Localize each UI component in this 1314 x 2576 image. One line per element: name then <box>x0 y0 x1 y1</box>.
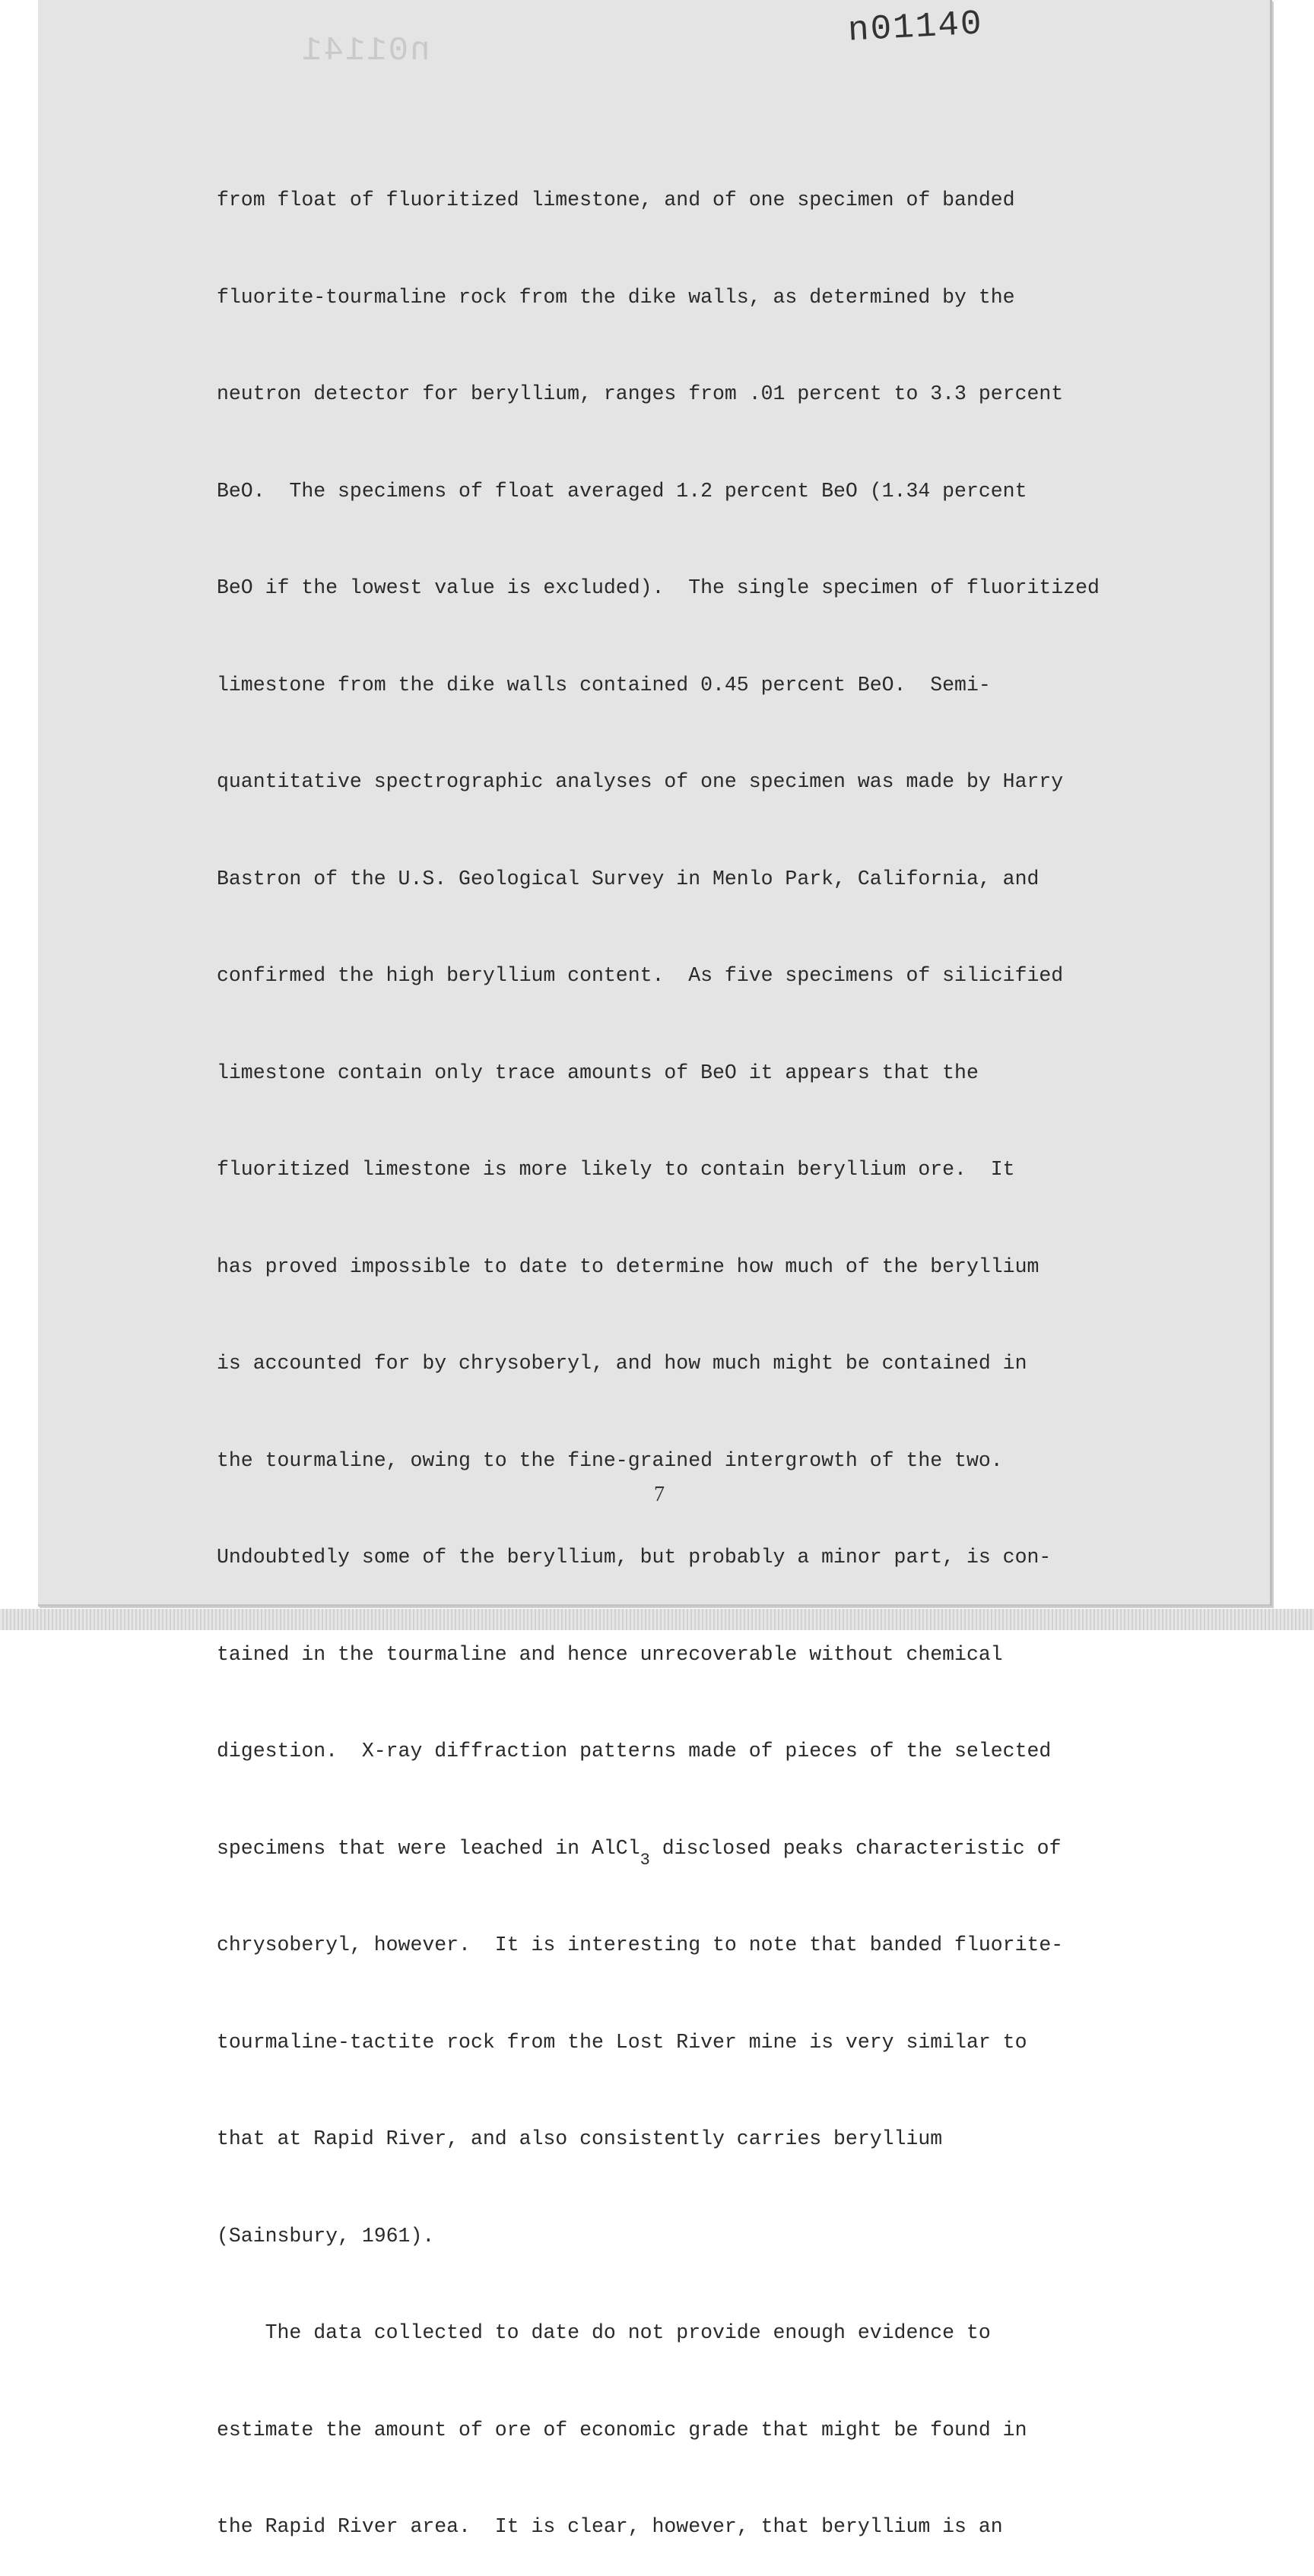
text-line: BeO. The specimens of float averaged 1.2 percent BeO (1.34 percent <box>217 479 1027 503</box>
text-line: limestone contain only trace amounts of BeO it appears that the <box>217 1061 979 1084</box>
text-line: tourmaline-tactite rock from the Lost River mine is very similar to <box>217 2030 1027 2054</box>
text-line: from float of fluoritized limestone, and of one specimen of banded <box>217 189 1015 211</box>
text-line: digestion. X-ray diffraction patterns made of pieces of the selected <box>217 1740 1052 1762</box>
text-line: tained in the tourmaline and hence unrecoverable without chemical <box>217 1642 1003 1666</box>
text-line: is accounted for by chrysoberyl, and how much might be contained in <box>217 1352 1027 1375</box>
text-line: estimate the amount of ore of economic grade that might be found in <box>217 2418 1027 2441</box>
body-text <box>217 129 1175 2576</box>
text-line: neutron detector for beryllium, ranges from .01 percent to 3.3 percent <box>217 382 1064 405</box>
alcl-subscript: 3 <box>640 1850 650 1870</box>
text-line: Bastron of the U.S. Geological Survey in Menlo Park, California, and <box>217 867 1039 890</box>
page-number: 7 <box>654 1483 665 1506</box>
text-line: fluorite-tourmaline rock from the dike walls, as determined by the <box>217 285 1015 309</box>
text-line: BeO if the lowest value is excluded). The single specimen of fluoritized <box>217 576 1100 599</box>
text-line: confirmed the high beryllium content. As five specimens of silicified <box>217 964 1064 987</box>
text-line: Undoubtedly some of the beryllium, but probably a minor part, is con- <box>217 1546 1052 1569</box>
document-number-stamp: n01140 <box>846 4 984 51</box>
text-line: (Sainsbury, 1961). <box>217 2224 435 2248</box>
text-line: fluoritized limestone is more likely to contain beryllium ore. It <box>217 1158 1015 1181</box>
text-line: the Rapid River area. It is clear, however, that beryllium is an <box>217 2515 1003 2538</box>
alcl-text-before: specimens that were leached in AlCl <box>217 1836 640 1860</box>
text-line: limestone from the dike walls contained 0.45 percent BeO. Semi- <box>217 673 991 696</box>
ghost-stamp-bleedthrough: n01141 <box>300 32 430 70</box>
paragraph-start-line: The data collected to date do not provide enough evidence to <box>217 2321 991 2344</box>
alcl-text-after: disclosed peaks characteristic of <box>649 1836 1062 1860</box>
text-line: quantitative spectrographic analyses of one specimen was made by Harry <box>217 770 1064 793</box>
text-line-alcl3 <box>217 1823 1175 1875</box>
text-line: that at Rapid River, and also consistently carries beryllium <box>217 2127 943 2150</box>
text-line: chrysoberyl, however. It is interesting to note that banded fluorite- <box>217 1934 1064 1956</box>
text-line: the tourmaline, owing to the fine-grained intergrowth of the two. <box>217 1448 1003 1472</box>
text-line: has proved impossible to date to determine how much of the beryllium <box>217 1255 1039 1278</box>
